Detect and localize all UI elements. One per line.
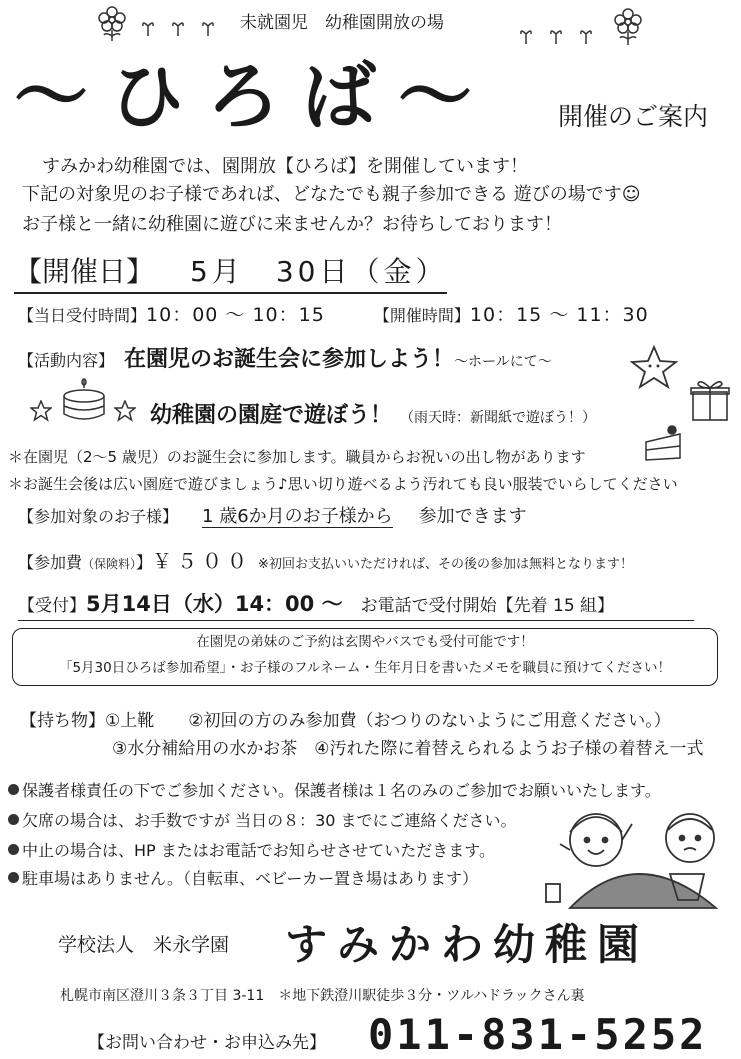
cake-icon xyxy=(58,378,110,424)
activity-label: 【活動内容】 xyxy=(18,351,115,370)
bullet-text: 駐車場はありません。（自転車、ベビーカー置き場はあります） xyxy=(22,869,479,888)
header-subtitle: 未就園児 幼稚園開放の場 xyxy=(240,13,444,33)
note-line-1: ＊在園児（2〜5 歳児）のお誕生会に参加します。職員からお祝いの出し物があります xyxy=(8,448,586,466)
page-title-suffix: 開催のご案内 xyxy=(558,102,709,131)
flower-icon xyxy=(96,4,128,42)
intro-line-2: 下記の対象児のお子様であれば、どなたでも親子参加できる 遊びの場です☺ xyxy=(22,184,641,205)
activity-note: 〜ホールにて〜 xyxy=(454,354,552,370)
notice-box xyxy=(12,628,718,686)
items-row-1 xyxy=(20,706,671,731)
school-name: すみかわ幼稚園 xyxy=(285,920,650,969)
reception-tail: お電話で受付開始【先着 15 組】 xyxy=(360,596,615,616)
children-playing-illustration xyxy=(540,800,736,912)
bullet-icon xyxy=(8,784,19,795)
reception-label: 【受付】 xyxy=(18,596,86,616)
star-icon xyxy=(30,400,52,422)
fee-note: ※初回お支払いいただければ、その後の参加は無料となります！ xyxy=(258,557,633,572)
star-icon xyxy=(114,400,136,422)
reception-time-label: 【当日受付時間】 xyxy=(18,306,147,325)
reception-time-value: 10：00 〜 10：15 xyxy=(146,304,325,326)
items-line-2: ③水分補給用の水かお茶 ④汚れた際に着替えられるようお子様の着替え一式 xyxy=(112,739,704,759)
fee-label: 【参加費 xyxy=(18,553,83,572)
reception-row xyxy=(18,588,694,621)
target-row xyxy=(18,502,527,528)
bullet-icon xyxy=(8,872,19,883)
target-value: 1 歳6か月のお子様から xyxy=(202,506,393,527)
fee-row xyxy=(18,545,633,574)
garden-note: （雨天時：新聞紙で遊ぼう！） xyxy=(400,410,597,426)
bullet-icon xyxy=(8,844,19,855)
page-title: 〜ひろば〜 xyxy=(14,54,494,140)
school-corporation: 学校法人 米永学園 xyxy=(58,934,230,956)
bullet-text: 保護者様責任の下でご参加ください。保護者様は１名のみのご参加でお願いいたします。 xyxy=(22,781,661,800)
bullet-icon xyxy=(8,814,19,825)
fee-label-paren: （保険料） xyxy=(82,557,137,571)
star-face-icon xyxy=(630,345,678,389)
sprout-icon xyxy=(518,24,598,46)
items-line-1: ①上靴 ②初回の方のみ参加費（おつりのないようにご用意ください。） xyxy=(105,711,671,731)
target-label: 【参加対象のお子様】 xyxy=(18,507,179,526)
notice-line-1: 在園児の弟妹のご予約は玄関やバスでも受付可能です！ xyxy=(196,634,534,650)
intro-line-3: お子様と一緒に幼稚園に遊びに来ませんか？お待ちしております！ xyxy=(22,214,562,235)
bullet-item xyxy=(8,778,661,801)
garden-main: 幼稚園の園庭で遊ぼう！ xyxy=(150,403,393,428)
bullet-item xyxy=(8,838,495,861)
event-date-value: 5月 30日（金） xyxy=(190,255,448,288)
contact-phone: 011-831-5252 xyxy=(368,1010,708,1059)
gift-icon xyxy=(690,378,730,422)
event-date-label: 【開催日】 xyxy=(14,255,155,288)
bullet-text: 中止の場合は、HP またはお電話でお知らせさせていただきます。 xyxy=(22,841,496,860)
garden-activity xyxy=(150,398,596,429)
session-time-label: 【開催時間】 xyxy=(373,306,470,325)
flower-icon xyxy=(612,6,644,46)
session-time-value: 10：15 〜 11：30 xyxy=(469,304,649,326)
cake-slice-icon xyxy=(642,424,684,464)
items-label: 【持ち物】 xyxy=(20,711,105,731)
reception-value: 5月14日（水）14：00 〜 xyxy=(86,592,343,616)
event-date xyxy=(14,250,447,294)
fee-label-close: 】 xyxy=(136,553,153,572)
bullet-item xyxy=(8,808,517,831)
times-row xyxy=(18,300,649,327)
bullet-item xyxy=(8,866,478,889)
bullet-text: 欠席の場合は、お手数ですが 当日の８：30 までにご連絡ください。 xyxy=(22,811,517,830)
sprout-icon xyxy=(140,16,220,38)
fee-value: ￥５００ xyxy=(152,549,253,573)
activity-main: 在園児のお誕生会に参加しよう！ xyxy=(124,347,455,372)
contact-label: 【お問い合わせ・お申込み先】 xyxy=(88,1033,326,1053)
activity-row xyxy=(18,342,552,373)
note-line-2: ＊お誕生会後は広い園庭で遊びましょう♪思い切り遊べるよう汚れても良い服装でいらしてください xyxy=(8,475,678,493)
target-tail: 参加できます xyxy=(418,506,527,527)
intro-line-1: すみかわ幼稚園では、園開放【ひろば】を開催しています！ xyxy=(42,156,528,177)
notice-line-2: 「5月30日ひろば参加希望」・お子様のフルネーム・生年月日を書いたメモを職員に預けてください！ xyxy=(58,660,672,676)
school-address: 札幌市南区澄川３条３丁目 3-11 ＊地下鉄澄川駅徒歩３分・ツルハドラックさん裏 xyxy=(60,988,585,1004)
